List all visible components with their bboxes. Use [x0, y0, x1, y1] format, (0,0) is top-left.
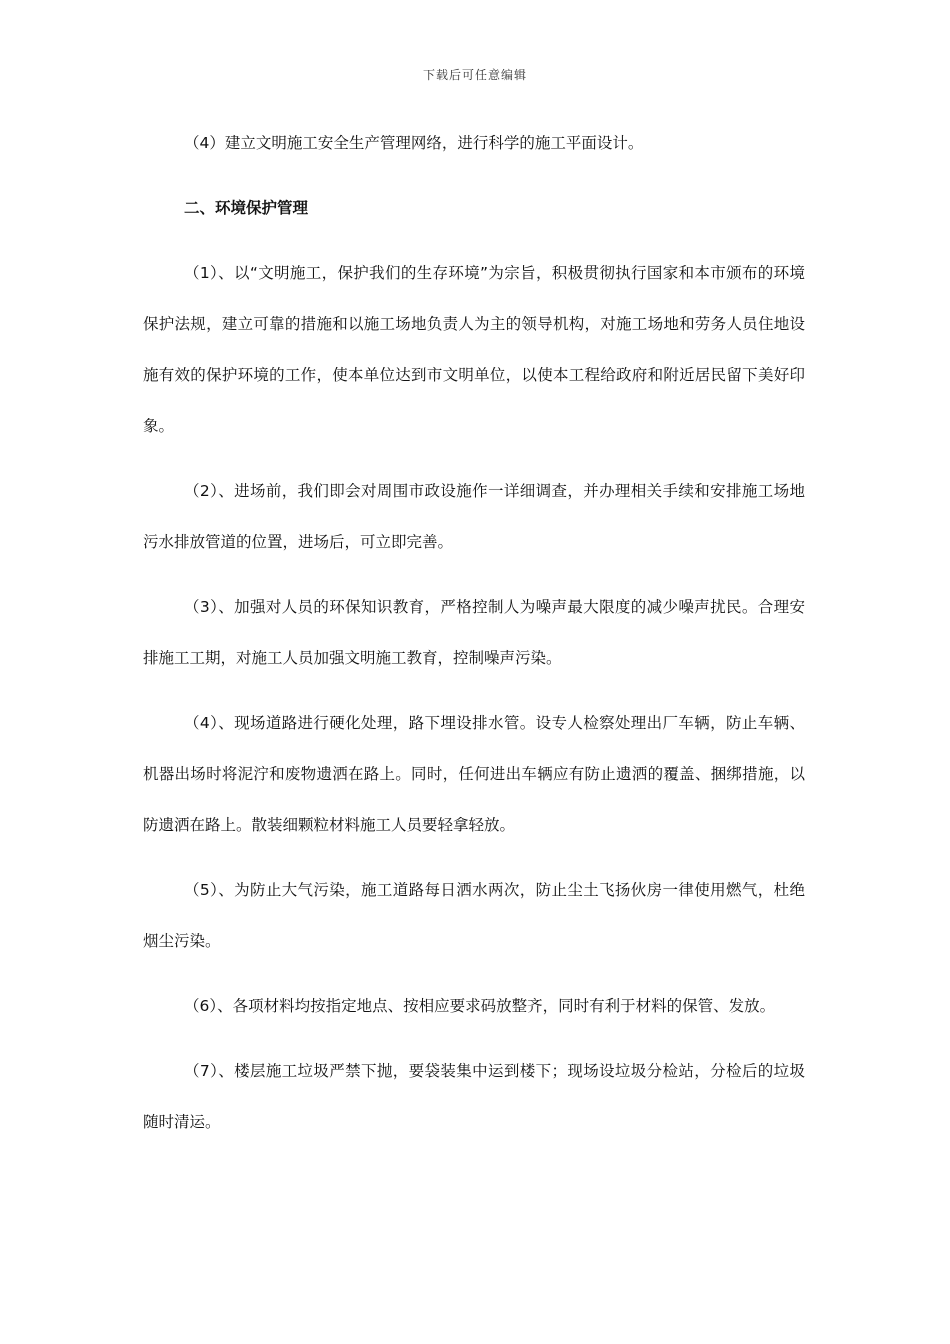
paragraph-env-6: （6）、各项材料均按指定地点、按相应要求码放整齐，同时有利于材料的保管、发放。	[184, 997, 776, 1015]
page-header: 下载后可任意编辑	[422, 68, 527, 82]
paragraph-env-7: （7）、楼层施工垃圾严禁下抛，要袋装集中运到楼下；现场设垃圾分检站，分检后的垃圾随时清运。	[143, 1062, 805, 1131]
paragraph-env-1: （1）、以“文明施工，保护我们的生存环境”为宗旨，积极贯彻执行国家和本市颁布的环境保护法规，建立可靠的措施和以施工场地负责人为主的领导机构，对施工场地和劳务人员住地设施有效的保护环境的工作，使本单位达到市文明单位，以使本工程给政府和附近居民留下美好印象。	[143, 264, 805, 435]
paragraph-env-4: （4）、现场道路进行硬化处理，路下埋设排水管。设专人检察处理出厂车辆，防止车辆、机器出场时将泥泞和废物遗洒在路上。同时，任何进出车辆应有防止遗洒的覆盖、捆绑措施，以防遗洒在路上。散装细颗粒材料施工人员要轻拿轻放。	[143, 714, 805, 834]
section-heading-environment: 二、环境保护管理	[184, 199, 309, 217]
paragraph-env-2: （2）、进场前，我们即会对周围市政设施作一详细调查，并办理相关手续和安排施工场地污水排放管道的位置，进场后，可立即完善。	[143, 482, 805, 551]
paragraph-item-4-network: （4）建立文明施工安全生产管理网络，进行科学的施工平面设计。	[184, 134, 644, 152]
document-body	[143, 118, 805, 1162]
paragraph-env-5: （5）、为防止大气污染，施工道路每日洒水两次，防止尘土飞扬伙房一律使用燃气，杜绝烟尘污染。	[143, 881, 805, 950]
paragraph-env-3: （3）、加强对人员的环保知识教育，严格控制人为噪声最大限度的减少噪声扰民。合理安排施工工期，对施工人员加强文明施工教育，控制噪声污染。	[143, 598, 805, 667]
